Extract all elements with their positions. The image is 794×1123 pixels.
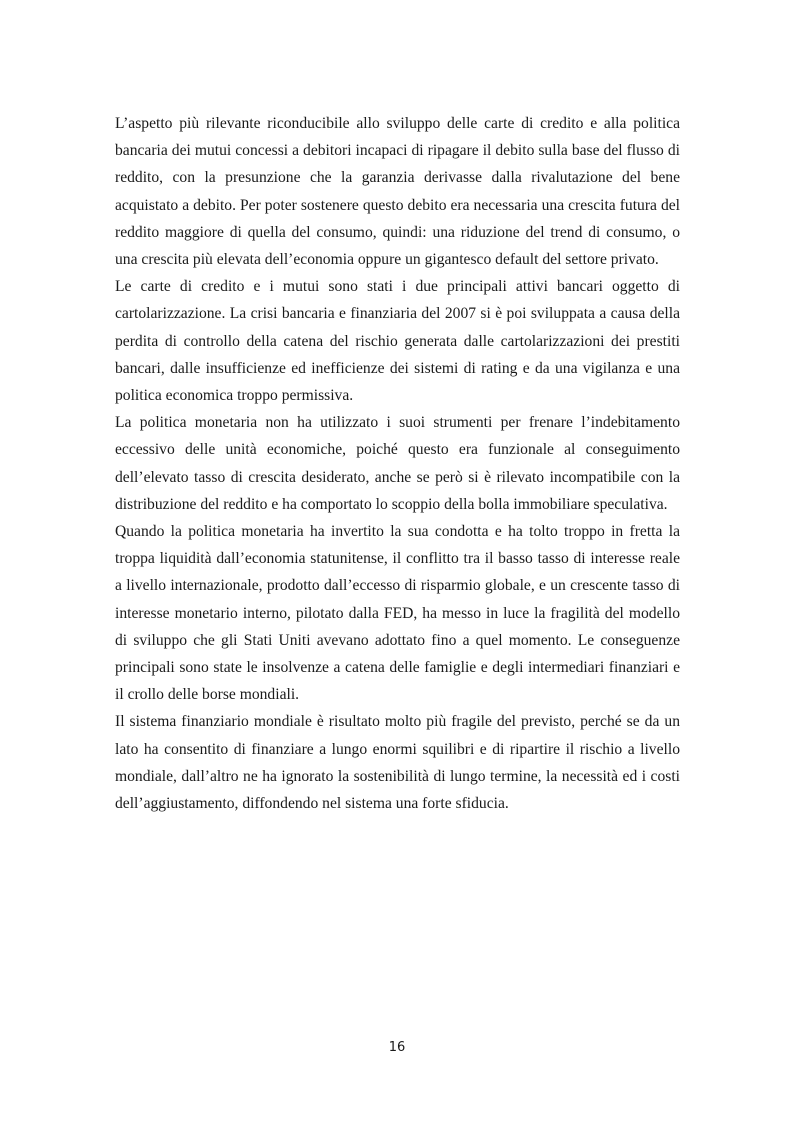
page-number: 16 [388,1040,406,1055]
paragraph-3: La politica monetaria non ha utilizzato i suoi strumenti per frenare l’indebitamento eccessivo delle unità economiche, poiché questo era funzionale al conseguimento dell’elevato tasso di crescita desiderato, anche se però si è rilevato incompatibile con la distribuzione del reddito e ha comportato lo scoppio della bolla immobiliare speculativa. [115,414,680,513]
body-text [115,110,680,817]
paragraph-2: Le carte di credito e i mutui sono stati i due principali attivi bancari oggetto di cartolarizzazione. La crisi bancaria e finanziaria del 2007 si è poi sviluppata a causa della perdita di controllo della catena del rischio generata dalle cartolarizzazioni dei prestiti bancari, dalle insufficienze ed inefficienze dei sistemi di rating e da una vigilanza e una politica economica troppo permissiva. [115,278,680,405]
paragraph-5: Il sistema finanziario mondiale è risultato molto più fragile del previsto, perché se da un lato ha consentito di finanziare a lungo enormi squilibri e di ripartire il rischio a livello mondiale, dall’altro ne ha ignorato la sostenibilità di lungo termine, la necessità ed i costi dell’aggiustamento, diffondendo nel sistema una forte sfiducia. [115,713,680,813]
paragraph-4: Quando la politica monetaria ha invertito la sua condotta e ha tolto troppo in fretta la troppa liquidità dall’economia statunitense, il conflitto tra il basso tasso di interesse reale a livello internazionale, prodotto dall’eccesso di risparmio globale, e un crescente tasso di interesse monetario interno, pilotato dalla FED, ha messo in luce la fragilità del modello di sviluppo che gli Stati Uniti avevano adottato fino a quel momento. Le conseguenze principali sono state le insolvenze a catena delle famiglie e degli intermediari finanziari e il crollo delle borse mondiali. [115,523,680,704]
paragraph-1: L’aspetto più rilevante riconducibile allo sviluppo delle carte di credito e alla politica bancaria dei mutui concessi a debitori incapaci di ripagare il debito sulla base del flusso di reddito, con la presunzione che la garanzia derivasse dalla rivalutazione del bene acquistato a debito. Per poter sostenere questo debito era necessaria una crescita futura del reddito maggiore di quella del consumo, quindi: una riduzione del trend di consumo, o una crescita più elevata dell’economia oppure un gigantesco default del settore privato. [115,115,680,269]
